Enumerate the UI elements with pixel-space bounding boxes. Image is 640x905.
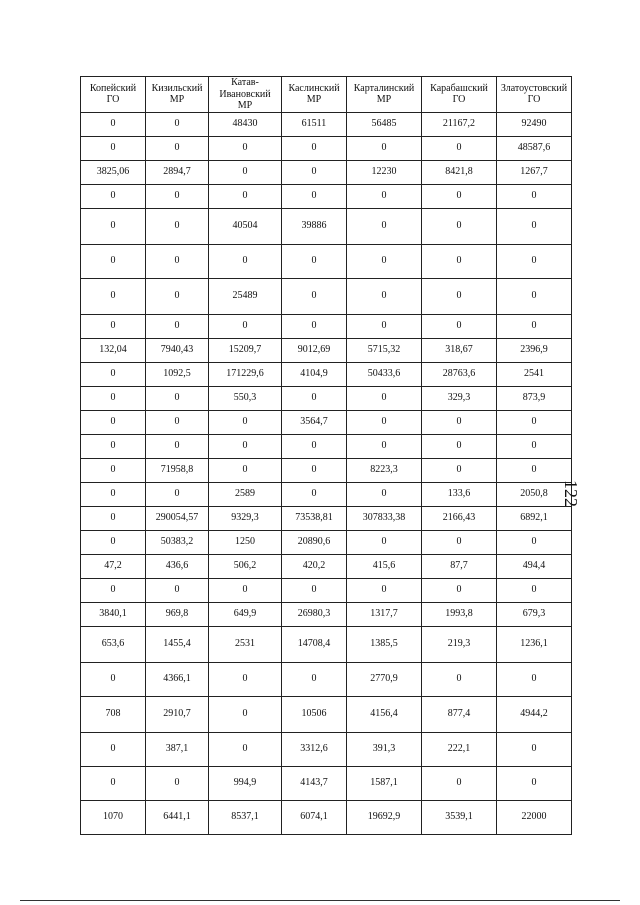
table-row: [81, 696, 572, 732]
table-cell: 8537,1: [209, 800, 282, 834]
table-cell: 0: [209, 184, 282, 208]
table-cell: 0: [282, 434, 347, 458]
table-cell: 56485: [347, 112, 422, 136]
table-cell: 28763,6: [422, 362, 497, 386]
table-cell: 649,9: [209, 602, 282, 626]
table-cell: 48430: [209, 112, 282, 136]
table-cell: 307833,38: [347, 506, 422, 530]
table-row: [81, 208, 572, 244]
table-cell: 0: [81, 244, 146, 278]
table-cell: 0: [422, 314, 497, 338]
table-cell: 0: [497, 530, 572, 554]
table-cell: 0: [209, 160, 282, 184]
table-cell: 4104,9: [282, 362, 347, 386]
table-cell: 0: [497, 434, 572, 458]
table-cell: 0: [81, 112, 146, 136]
table-cell: 494,4: [497, 554, 572, 578]
table-cell: 679,3: [497, 602, 572, 626]
table-cell: 420,2: [282, 554, 347, 578]
table-cell: 132,04: [81, 338, 146, 362]
table-cell: 9012,69: [282, 338, 347, 362]
table-cell: 9329,3: [209, 506, 282, 530]
table-row: [81, 578, 572, 602]
table-cell: 1236,1: [497, 626, 572, 662]
table-cell: 0: [497, 314, 572, 338]
table-cell: 0: [282, 160, 347, 184]
table-row: [81, 410, 572, 434]
table-cell: 2166,43: [422, 506, 497, 530]
table-cell: 0: [81, 386, 146, 410]
table-cell: 39886: [282, 208, 347, 244]
col-header-karabashskiy: Карабашский ГО: [422, 77, 497, 113]
table-cell: 387,1: [146, 732, 209, 766]
table-cell: 0: [81, 314, 146, 338]
table-cell: 8421,8: [422, 160, 497, 184]
table-cell: 0: [422, 208, 497, 244]
table-cell: 0: [146, 766, 209, 800]
table-cell: 222,1: [422, 732, 497, 766]
header-row: [81, 77, 572, 113]
table-cell: 0: [282, 578, 347, 602]
table-cell: 708: [81, 696, 146, 732]
table-cell: 0: [422, 530, 497, 554]
table-cell: 0: [347, 434, 422, 458]
table-cell: 0: [282, 244, 347, 278]
table-cell: 0: [497, 732, 572, 766]
table-cell: 19692,9: [347, 800, 422, 834]
table-cell: 0: [347, 530, 422, 554]
table-cell: 4156,4: [347, 696, 422, 732]
table-cell: 0: [146, 314, 209, 338]
table-cell: 3539,1: [422, 800, 497, 834]
table-cell: 0: [497, 208, 572, 244]
table-cell: 3564,7: [282, 410, 347, 434]
table-cell: 0: [81, 184, 146, 208]
table-cell: 5715,32: [347, 338, 422, 362]
table-cell: 1587,1: [347, 766, 422, 800]
table-row: [81, 434, 572, 458]
col-header-kartalinskiy: Карталинский МР: [347, 77, 422, 113]
col-header-kaslinskiy: Каслинский МР: [282, 77, 347, 113]
table-cell: 0: [209, 732, 282, 766]
table-cell: 0: [81, 732, 146, 766]
table-cell: 22000: [497, 800, 572, 834]
table-cell: 0: [209, 410, 282, 434]
page-bottom-rule: [20, 900, 620, 901]
table-cell: 0: [146, 482, 209, 506]
table-cell: 0: [209, 314, 282, 338]
table-row: [81, 800, 572, 834]
table-cell: 0: [81, 482, 146, 506]
table-row: [81, 766, 572, 800]
table-cell: 0: [81, 208, 146, 244]
col-header-kopeysk: Копейский ГО: [81, 77, 146, 113]
table-row: [81, 482, 572, 506]
table-cell: 0: [81, 578, 146, 602]
table-cell: 0: [209, 696, 282, 732]
col-header-katav-ivanovskiy: Катав-Ивановский МР: [209, 77, 282, 113]
table-cell: 0: [146, 278, 209, 314]
table-cell: 0: [422, 434, 497, 458]
table-row: [81, 362, 572, 386]
table-cell: 0: [146, 410, 209, 434]
table-cell: 436,6: [146, 554, 209, 578]
table-cell: 0: [347, 578, 422, 602]
table-cell: 0: [282, 482, 347, 506]
table-cell: 0: [347, 244, 422, 278]
table-cell: 14708,4: [282, 626, 347, 662]
table-cell: 290054,57: [146, 506, 209, 530]
table-cell: 0: [81, 662, 146, 696]
table-cell: 877,4: [422, 696, 497, 732]
table-row: [81, 136, 572, 160]
table-cell: 0: [81, 136, 146, 160]
data-table: [80, 76, 572, 835]
table-cell: 6074,1: [282, 800, 347, 834]
table-cell: 26980,3: [282, 602, 347, 626]
table-cell: 0: [81, 506, 146, 530]
table-cell: 50383,2: [146, 530, 209, 554]
table-cell: 12230: [347, 160, 422, 184]
table-cell: 47,2: [81, 554, 146, 578]
table-cell: 0: [209, 458, 282, 482]
table-cell: 0: [497, 278, 572, 314]
table-cell: 969,8: [146, 602, 209, 626]
table-cell: 0: [422, 410, 497, 434]
table-cell: 0: [422, 136, 497, 160]
table-cell: 71958,8: [146, 458, 209, 482]
table-row: [81, 458, 572, 482]
table-cell: 92490: [497, 112, 572, 136]
table-cell: 1993,8: [422, 602, 497, 626]
table-cell: 0: [422, 244, 497, 278]
table-cell: 2396,9: [497, 338, 572, 362]
table-cell: 1267,7: [497, 160, 572, 184]
table-row: [81, 112, 572, 136]
table-cell: 0: [347, 410, 422, 434]
table-cell: 0: [282, 278, 347, 314]
table-cell: 0: [146, 208, 209, 244]
table-cell: 0: [347, 208, 422, 244]
table-cell: 171229,6: [209, 362, 282, 386]
table-cell: 0: [81, 434, 146, 458]
table-cell: 2589: [209, 482, 282, 506]
table-cell: 0: [282, 314, 347, 338]
table-cell: 0: [497, 578, 572, 602]
table-cell: 4143,7: [282, 766, 347, 800]
table-cell: 0: [282, 458, 347, 482]
table-cell: 0: [146, 244, 209, 278]
table-cell: 0: [497, 244, 572, 278]
table-cell: 873,9: [497, 386, 572, 410]
col-header-zlatoustovskiy: Златоустовский ГО: [497, 77, 572, 113]
table-cell: 1385,5: [347, 626, 422, 662]
table-cell: 219,3: [422, 626, 497, 662]
table-row: [81, 314, 572, 338]
table-cell: 0: [422, 184, 497, 208]
table-cell: 0: [497, 184, 572, 208]
table-cell: 2050,8: [497, 482, 572, 506]
table-cell: 0: [209, 136, 282, 160]
table-cell: 2541: [497, 362, 572, 386]
table-row: [81, 506, 572, 530]
table-cell: 0: [422, 458, 497, 482]
table-cell: 2894,7: [146, 160, 209, 184]
table-cell: 0: [146, 386, 209, 410]
table-cell: 0: [81, 362, 146, 386]
table-cell: 1317,7: [347, 602, 422, 626]
table-cell: 0: [282, 662, 347, 696]
table-cell: 61511: [282, 112, 347, 136]
table-cell: 0: [282, 184, 347, 208]
table-cell: 318,67: [422, 338, 497, 362]
table-cell: 0: [146, 578, 209, 602]
table-cell: 4366,1: [146, 662, 209, 696]
table-cell: 506,2: [209, 554, 282, 578]
table-cell: 0: [422, 662, 497, 696]
table-cell: 1092,5: [146, 362, 209, 386]
table-row: [81, 662, 572, 696]
table-cell: 21167,2: [422, 112, 497, 136]
table-cell: 0: [347, 314, 422, 338]
table-cell: 20890,6: [282, 530, 347, 554]
table-cell: 0: [209, 244, 282, 278]
table-cell: 2910,7: [146, 696, 209, 732]
table-cell: 0: [81, 410, 146, 434]
table-cell: 3840,1: [81, 602, 146, 626]
table-cell: 6892,1: [497, 506, 572, 530]
page-number: 122: [561, 480, 581, 507]
table-cell: 1455,4: [146, 626, 209, 662]
table-cell: 0: [422, 578, 497, 602]
table-cell: 3825,06: [81, 160, 146, 184]
table-cell: 25489: [209, 278, 282, 314]
table-cell: 415,6: [347, 554, 422, 578]
table-cell: 0: [146, 184, 209, 208]
table-cell: 133,6: [422, 482, 497, 506]
table-cell: 653,6: [81, 626, 146, 662]
table-cell: 0: [347, 184, 422, 208]
table-cell: 50433,6: [347, 362, 422, 386]
table-cell: 0: [209, 434, 282, 458]
table-row: [81, 278, 572, 314]
table-row: [81, 386, 572, 410]
table-row: [81, 602, 572, 626]
table-cell: 550,3: [209, 386, 282, 410]
table-cell: 15209,7: [209, 338, 282, 362]
table-cell: 0: [497, 410, 572, 434]
table-cell: 3312,6: [282, 732, 347, 766]
table-cell: 10506: [282, 696, 347, 732]
table-cell: 0: [282, 386, 347, 410]
table-cell: 1070: [81, 800, 146, 834]
table-cell: 0: [497, 662, 572, 696]
table-cell: 0: [209, 662, 282, 696]
table-cell: 6441,1: [146, 800, 209, 834]
table-row: [81, 554, 572, 578]
table-cell: 7940,43: [146, 338, 209, 362]
table-cell: 0: [146, 136, 209, 160]
table-cell: 994,9: [209, 766, 282, 800]
table-cell: 0: [81, 278, 146, 314]
table-cell: 0: [422, 278, 497, 314]
table-cell: 0: [347, 482, 422, 506]
table-cell: 40504: [209, 208, 282, 244]
table-row: [81, 244, 572, 278]
table-row: [81, 338, 572, 362]
table-cell: 1250: [209, 530, 282, 554]
table-row: [81, 626, 572, 662]
table-row: [81, 530, 572, 554]
table-cell: 0: [146, 112, 209, 136]
table-row: [81, 160, 572, 184]
table-cell: 0: [347, 386, 422, 410]
table-cell: 0: [497, 458, 572, 482]
col-header-kizilskiy: Кизильский МР: [146, 77, 209, 113]
table-cell: 0: [209, 578, 282, 602]
table-cell: 0: [81, 530, 146, 554]
table-cell: 0: [146, 434, 209, 458]
table-cell: 2531: [209, 626, 282, 662]
table-cell: 73538,81: [282, 506, 347, 530]
table-cell: 87,7: [422, 554, 497, 578]
table-cell: 391,3: [347, 732, 422, 766]
table-row: [81, 184, 572, 208]
table-row: [81, 732, 572, 766]
table-cell: 0: [347, 136, 422, 160]
table-cell: 4944,2: [497, 696, 572, 732]
table-cell: 0: [347, 278, 422, 314]
table-cell: 2770,9: [347, 662, 422, 696]
table-cell: 0: [81, 458, 146, 482]
table-cell: 329,3: [422, 386, 497, 410]
table-cell: 48587,6: [497, 136, 572, 160]
table-cell: 8223,3: [347, 458, 422, 482]
table-cell: 0: [81, 766, 146, 800]
table-cell: 0: [497, 766, 572, 800]
table-cell: 0: [422, 766, 497, 800]
table-cell: 0: [282, 136, 347, 160]
